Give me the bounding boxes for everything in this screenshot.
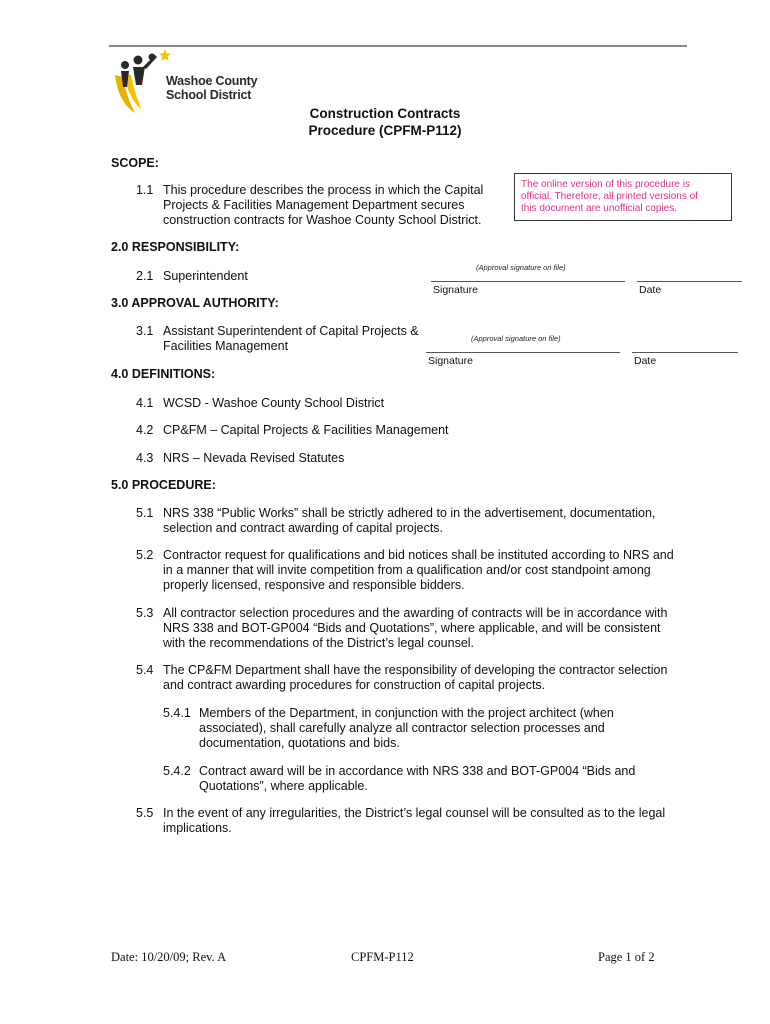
date-line-1: [637, 281, 742, 282]
procedure-text-line: properly licensed, responsive and responsible bidders.: [163, 578, 465, 592]
date-label-1: Date: [639, 284, 662, 296]
definition-number: 4.1: [136, 396, 154, 410]
definition-number: 4.2: [136, 423, 154, 437]
approval-number: 3.1: [136, 324, 154, 338]
logo-text: [166, 74, 257, 102]
scope-heading: SCOPE:: [111, 156, 159, 170]
date-line-2: [632, 352, 738, 353]
procedure-text-line: in a manner that will invite competition from a qualification and/or cost standpoint among: [163, 563, 651, 577]
procedure-text-line: All contractor selection procedures and the awarding of contracts will be in accordance with: [163, 606, 668, 620]
procedure-text-line: documentation, quotations and bids.: [199, 736, 400, 750]
scope-line-1: This procedure describes the process in which the Capital: [163, 183, 484, 197]
scope-line-2: Projects & Facilities Management Department secures: [163, 198, 465, 212]
signature-label-2: Signature: [428, 355, 473, 367]
definition-text: CP&FM – Capital Projects & Facilities Management: [163, 423, 449, 437]
procedure-text-line: NRS 338 and BOT-GP004 “Bids and Quotations”, where applicable, and will be consistent: [163, 621, 661, 635]
online-version-notice: [514, 173, 732, 221]
procedure-text-line: implications.: [163, 821, 232, 835]
procedure-text-line: and contract awarding procedures for construction of capital projects.: [163, 678, 546, 692]
document-subtitle: Procedure (CPFM-P112): [308, 123, 462, 138]
notice-line-2: official. Therefore, all printed versions of: [521, 191, 698, 202]
procedure-number: 5.5: [136, 806, 154, 820]
procedure-text-line: Contractor request for qualifications and bid notices shall be instituted according to NRS and: [163, 548, 674, 562]
notice-line-3: this document are unofficial copies.: [521, 203, 678, 214]
procedure-heading: 5.0 PROCEDURE:: [111, 478, 216, 492]
responsibility-text: Superintendent: [163, 269, 248, 283]
document-title: Construction Contracts: [309, 106, 461, 121]
notice-line-1: The online version of this procedure is: [521, 179, 690, 190]
definition-number: 4.3: [136, 451, 154, 465]
signature-line-2: [426, 352, 620, 353]
signature-label-1: Signature: [433, 284, 478, 296]
procedure-number: 5.2: [136, 548, 154, 562]
procedure-text-line: NRS 338 “Public Works” shall be strictly adhered to in the advertisement, documentation,: [163, 506, 656, 520]
approval-note-1: (Approval signature on file): [476, 263, 566, 272]
procedure-text-line: The CP&FM Department shall have the responsibility of developing the contractor selection: [163, 663, 668, 677]
procedure-text-line: Quotations”, where applicable.: [199, 779, 368, 793]
approval-note-2: (Approval signature on file): [471, 334, 561, 343]
scope-line-3: construction contracts for Washoe County School District.: [163, 213, 482, 227]
procedure-text-line: Contract award will be in accordance with NRS 338 and BOT-GP004 “Bids and: [199, 764, 636, 778]
signature-line-1: [431, 281, 625, 282]
procedure-number: 5.4.2: [163, 764, 191, 778]
procedure-text-line: In the event of any irregularities, the District’s legal counsel will be consulted as to the legal: [163, 806, 666, 820]
logo-line-1: Washoe County: [166, 74, 258, 88]
approval-line-1: Assistant Superintendent of Capital Projects &: [163, 324, 419, 338]
responsibility-number: 2.1: [136, 269, 154, 283]
definitions-heading: 4.0 DEFINITIONS:: [111, 367, 216, 381]
procedure-number: 5.3: [136, 606, 154, 620]
definition-text: NRS – Nevada Revised Statutes: [163, 451, 345, 465]
procedure-text-line: Members of the Department, in conjunction with the project architect (when: [199, 706, 614, 720]
procedure-number: 5.1: [136, 506, 154, 520]
procedure-text-line: with the recommendations of the District’s legal counsel.: [163, 636, 475, 650]
scope-number: 1.1: [136, 183, 154, 197]
procedure-number: 5.4.1: [163, 706, 191, 720]
approval-line-2: Facilities Management: [163, 339, 289, 353]
footer-date: Date: 10/20/09; Rev. A: [111, 950, 227, 964]
procedure-text-line: selection and contract awarding of capital projects.: [163, 521, 444, 535]
logo-figure-icon: [111, 47, 171, 117]
footer-page-number: Page 1 of 2: [598, 950, 655, 964]
approval-heading: 3.0 APPROVAL AUTHORITY:: [111, 296, 279, 310]
procedure-number: 5.4: [136, 663, 154, 677]
definition-text: WCSD - Washoe County School District: [163, 396, 385, 410]
date-label-2: Date: [634, 355, 657, 367]
responsibility-heading: 2.0 RESPONSIBILITY:: [111, 240, 240, 254]
procedure-text-line: associated), shall carefully analyze all contractor selection processes and: [199, 721, 605, 735]
footer-doc-id: CPFM-P112: [351, 950, 414, 964]
logo-line-2: School District: [166, 88, 252, 102]
